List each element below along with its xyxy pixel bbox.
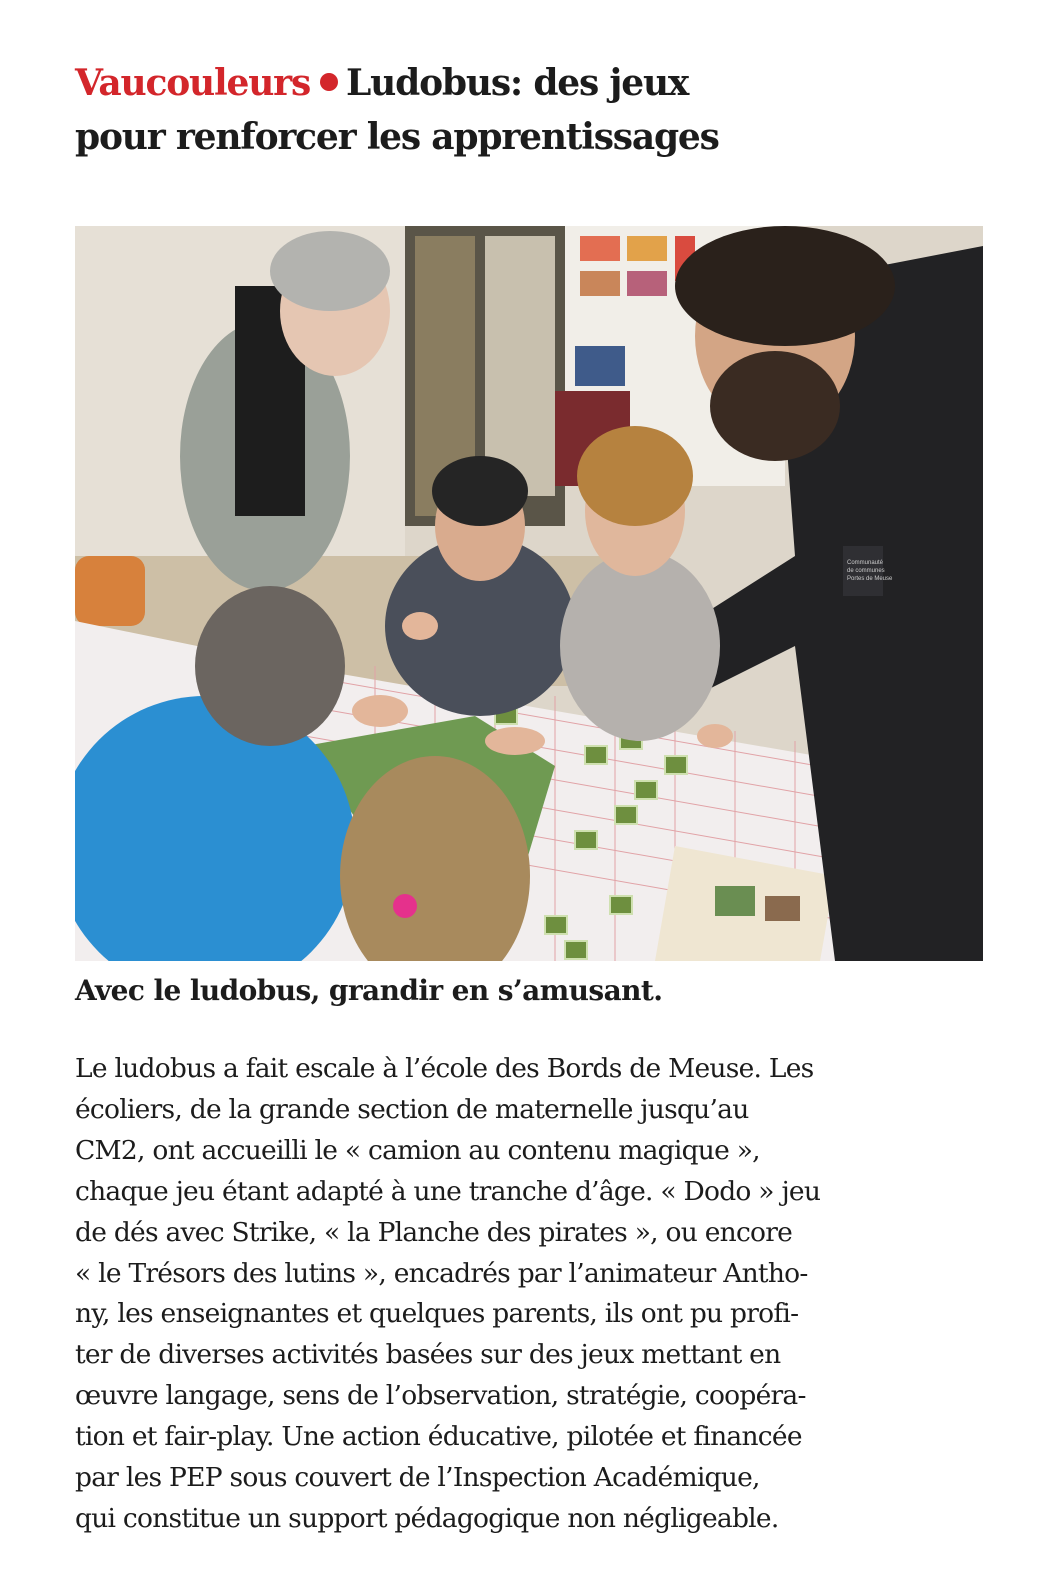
jacket-logo-text: Communauté de communes Portes de Meuse — [847, 560, 893, 582]
article-body — [75, 1049, 985, 1540]
headline — [75, 56, 975, 164]
body-line: par les PEP sous couvert de l’Inspection Académique, — [75, 1462, 760, 1494]
body-line: écoliers, de la grande section de maternelle jusqu’au — [75, 1093, 749, 1125]
photo-caption: Avec le ludobus, grandir en s’amusant. — [75, 974, 663, 1007]
photo-illustration — [75, 226, 983, 961]
body-line: ter de diverses activités basées sur des jeux mettant en — [75, 1339, 781, 1371]
headline-location: Vaucouleurs — [75, 62, 311, 104]
article-photo — [75, 226, 983, 961]
red-bullet-icon — [320, 73, 338, 91]
body-line: de dés avec Strike, « la Planche des pirates », ou encore — [75, 1216, 793, 1248]
body-line: œuvre langage, sens de l’observation, stratégie, coopéra- — [75, 1380, 806, 1412]
body-line: tion et fair-play. Une action éducative, pilotée et financée — [75, 1421, 802, 1453]
body-line: chaque jeu étant adapté à une tranche d’âge. « Dodo » jeu — [75, 1175, 821, 1207]
body-line: CM2, ont accueilli le « camion au contenu magique », — [75, 1134, 760, 1166]
headline-title-line1: Ludobus: des jeux — [346, 62, 689, 104]
body-line: qui constitue un support pédagogique non négligeable. — [75, 1502, 779, 1534]
body-line: ny, les enseignantes et quelques parents, ils ont pu profi- — [75, 1298, 799, 1330]
body-line: Le ludobus a fait escale à l’école des Bords de Meuse. Les — [75, 1053, 814, 1084]
body-line: « le Trésors des lutins », encadrés par l’animateur Antho- — [75, 1257, 808, 1289]
headline-title-line2: pour renforcer les apprentissages — [75, 116, 719, 158]
